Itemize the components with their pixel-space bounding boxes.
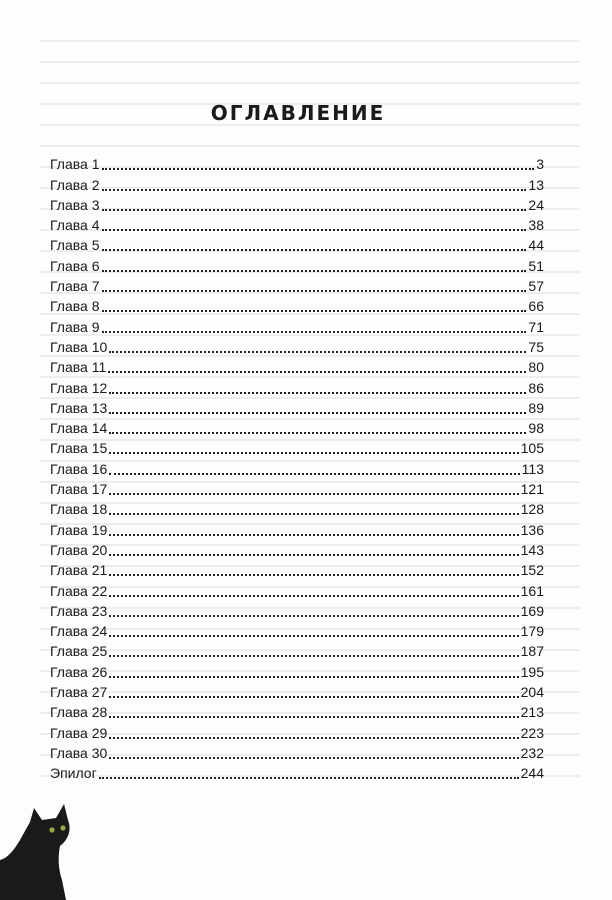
toc-entry xyxy=(50,337,544,357)
toc-entry xyxy=(50,621,544,641)
toc-entry xyxy=(50,560,544,580)
toc-entry-page: 213 xyxy=(520,704,544,721)
toc-entry-page: 152 xyxy=(520,562,544,579)
toc-entry-page: 86 xyxy=(528,379,544,396)
toc-entry xyxy=(50,580,544,600)
toc-entry-page: 232 xyxy=(520,744,544,761)
toc-dot-leader xyxy=(102,189,527,191)
toc-entry xyxy=(50,661,544,681)
toc-entry xyxy=(50,763,544,783)
toc-entry-page: 195 xyxy=(520,663,544,680)
toc-entry xyxy=(50,174,544,194)
toc-entry-label: Глава 29 xyxy=(50,724,108,741)
toc-entry-label: Глава 4 xyxy=(50,217,100,234)
toc-dot-leader xyxy=(102,209,527,211)
toc-dot-leader xyxy=(109,493,518,495)
toc-entry-label: Глава 7 xyxy=(50,278,100,295)
toc-entry-label: Глава 11 xyxy=(50,359,107,376)
toc-dot-leader xyxy=(102,270,527,272)
toc-entry xyxy=(50,438,544,458)
toc-entry xyxy=(50,601,544,621)
toc-entry-label: Глава 20 xyxy=(50,541,108,558)
toc-entry xyxy=(50,743,544,763)
toc-entry xyxy=(50,235,544,255)
toc-entry-page: 143 xyxy=(520,541,544,558)
toc-entry-page: 136 xyxy=(520,521,544,538)
toc-entry-page: 38 xyxy=(528,217,544,234)
toc-dot-leader xyxy=(109,615,518,617)
toc-entry-page: 80 xyxy=(528,359,544,376)
toc-entry-page: 98 xyxy=(528,420,544,437)
toc-dot-leader xyxy=(109,351,526,353)
toc-entry-label: Глава 8 xyxy=(50,298,100,315)
toc-dot-leader xyxy=(109,432,526,434)
black-cat-icon xyxy=(0,800,80,900)
toc-entry-label: Глава 13 xyxy=(50,399,108,416)
toc-entry-label: Глава 19 xyxy=(50,521,108,538)
toc-dot-leader xyxy=(102,249,527,251)
toc-entry-label: Глава 30 xyxy=(50,744,108,761)
toc-entry-label: Глава 6 xyxy=(50,257,100,274)
toc-entry-label: Глава 3 xyxy=(50,196,100,213)
toc-entry-page: 223 xyxy=(520,724,544,741)
toc-dot-leader xyxy=(109,757,518,759)
toc-entry xyxy=(50,215,544,235)
toc-entry xyxy=(50,377,544,397)
toc-dot-leader xyxy=(109,635,518,637)
toc-entry-page: 44 xyxy=(528,237,544,254)
toc-entry-label: Эпилог xyxy=(50,765,97,782)
toc-entry-label: Глава 5 xyxy=(50,237,100,254)
toc-entry-label: Глава 14 xyxy=(50,420,108,437)
toc-entry-label: Глава 17 xyxy=(50,481,108,498)
toc-dot-leader xyxy=(109,676,518,678)
toc-entry xyxy=(50,418,544,438)
toc-dot-leader xyxy=(102,331,527,333)
page-title: ОГЛАВЛЕНИЕ xyxy=(210,101,386,126)
toc-entry xyxy=(50,519,544,539)
toc-dot-leader xyxy=(109,392,526,394)
toc-entry-page: 113 xyxy=(521,460,544,477)
toc-entry xyxy=(50,722,544,742)
toc-entry xyxy=(50,316,544,336)
toc-entry xyxy=(50,479,544,499)
toc-entry xyxy=(50,296,544,316)
toc-entry xyxy=(50,195,544,215)
toc-entry-label: Глава 26 xyxy=(50,663,108,680)
toc-entry-label: Глава 15 xyxy=(50,440,108,457)
toc-entry-page: 71 xyxy=(528,318,544,335)
toc-dot-leader xyxy=(102,168,535,170)
toc-dot-leader xyxy=(109,574,518,576)
toc-entry-page: 169 xyxy=(520,602,544,619)
toc-entry-page: 128 xyxy=(520,501,544,518)
toc-dot-leader xyxy=(99,777,519,779)
toc-entry xyxy=(50,276,544,296)
toc-dot-leader xyxy=(109,655,518,657)
toc-entry-page: 204 xyxy=(520,684,544,701)
toc-entry-page: 244 xyxy=(520,765,544,782)
toc-dot-leader xyxy=(109,737,518,739)
toc-entry-label: Глава 18 xyxy=(50,501,108,518)
toc-dot-leader xyxy=(102,310,527,312)
toc-entry-label: Глава 2 xyxy=(50,176,100,193)
toc-dot-leader xyxy=(109,595,518,597)
toc-entry xyxy=(50,398,544,418)
toc-entry-label: Глава 10 xyxy=(50,338,108,355)
toc-entry-page: 179 xyxy=(520,623,544,640)
toc-entry-label: Глава 21 xyxy=(50,562,108,579)
toc-entry-label: Глава 16 xyxy=(50,460,108,477)
toc-dot-leader xyxy=(109,716,518,718)
toc-entry xyxy=(50,540,544,560)
toc-entry xyxy=(50,255,544,275)
toc-entry-page: 161 xyxy=(520,582,544,599)
toc-entry-page: 3 xyxy=(536,156,544,173)
toc-entry xyxy=(50,641,544,661)
toc-entry-label: Глава 24 xyxy=(50,623,108,640)
toc-entry-label: Глава 27 xyxy=(50,684,108,701)
toc-dot-leader xyxy=(108,371,526,373)
toc-entry xyxy=(50,458,544,478)
toc-entry-page: 89 xyxy=(528,399,544,416)
toc-entry-label: Глава 23 xyxy=(50,602,108,619)
table-of-contents xyxy=(50,154,544,783)
toc-dot-leader xyxy=(109,534,518,536)
toc-dot-leader xyxy=(109,412,526,414)
toc-entry-page: 75 xyxy=(528,338,544,355)
toc-entry-label: Глава 25 xyxy=(50,643,108,660)
toc-dot-leader xyxy=(109,513,518,515)
toc-entry-page: 57 xyxy=(528,278,544,295)
toc-dot-leader xyxy=(109,554,518,556)
toc-entry-page: 121 xyxy=(520,481,544,498)
toc-entry-page: 51 xyxy=(528,257,544,274)
toc-entry-label: Глава 1 xyxy=(50,156,100,173)
toc-entry xyxy=(50,154,544,174)
toc-dot-leader xyxy=(109,473,519,475)
toc-dot-leader xyxy=(102,229,527,231)
toc-entry-label: Глава 28 xyxy=(50,704,108,721)
toc-dot-leader xyxy=(109,696,518,698)
toc-entry-page: 24 xyxy=(528,196,544,213)
toc-entry-page: 105 xyxy=(520,440,544,457)
toc-dot-leader xyxy=(102,290,527,292)
toc-entry xyxy=(50,499,544,519)
toc-dot-leader xyxy=(109,452,518,454)
toc-entry xyxy=(50,682,544,702)
toc-entry-label: Глава 9 xyxy=(50,318,100,335)
toc-entry xyxy=(50,702,544,722)
toc-entry-label: Глава 22 xyxy=(50,582,108,599)
toc-entry-label: Глава 12 xyxy=(50,379,108,396)
toc-entry-page: 66 xyxy=(528,298,544,315)
toc-entry-page: 13 xyxy=(528,176,544,193)
toc-entry xyxy=(50,357,544,377)
toc-entry-page: 187 xyxy=(520,643,544,660)
